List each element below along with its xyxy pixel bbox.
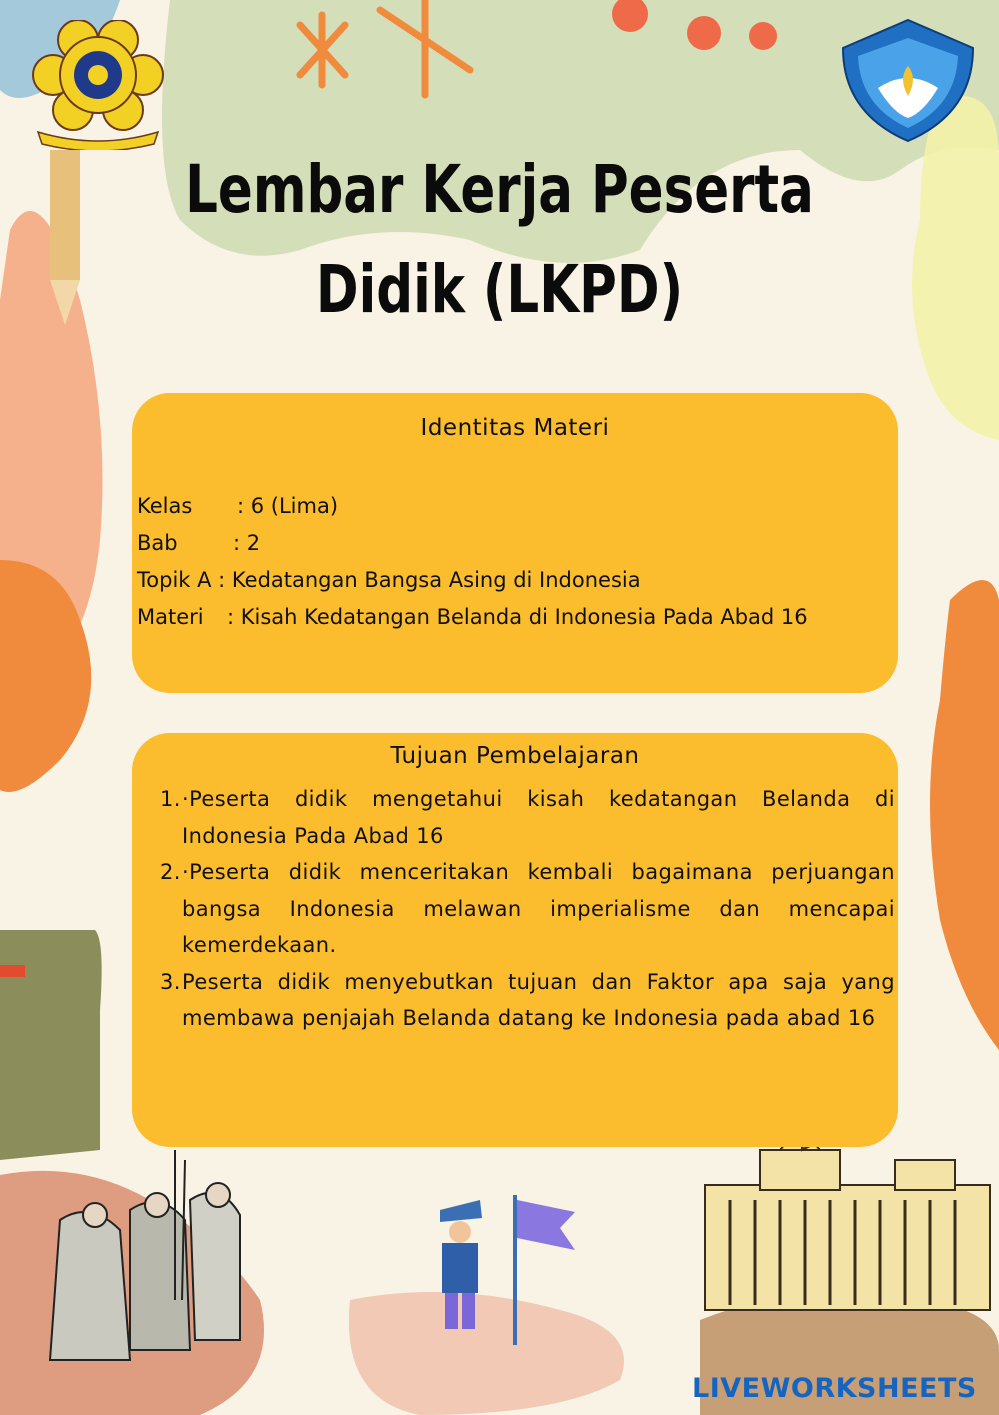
goals-heading: Tujuan Pembelajaran xyxy=(390,743,640,769)
liveworksheets-watermark[interactable]: LIVEWORKSHEETS xyxy=(692,1373,977,1404)
goal-number: 1. xyxy=(160,787,181,811)
university-logo xyxy=(28,20,168,150)
goals-card xyxy=(132,733,898,1147)
goal-item xyxy=(160,964,895,1037)
identity-heading: Identitas Materi xyxy=(420,415,610,441)
goal-text: ·Peserta didik mengetahui kisah kedatangan Belanda di Indonesia Pada Abad 16 xyxy=(182,787,895,848)
identity-label: Topik A xyxy=(137,568,212,592)
goal-item xyxy=(160,781,895,854)
identity-row-materi xyxy=(137,605,808,629)
goal-number: 2. xyxy=(160,860,181,884)
title-line-1: Lembar Kerja Peserta xyxy=(185,151,814,228)
identity-value: : 2 xyxy=(233,531,261,555)
identity-card xyxy=(132,393,898,693)
identity-value: : Kedatangan Bangsa Asing di Indonesia xyxy=(218,568,641,592)
identity-label: Bab xyxy=(137,531,178,555)
identity-row-kelas xyxy=(137,494,338,518)
identity-label: Kelas xyxy=(137,494,193,518)
identity-value: : 6 (Lima) xyxy=(237,494,339,518)
identity-row-topik xyxy=(137,568,641,592)
identity-value: : Kisah Kedatangan Belanda di Indonesia Pada Abad 16 xyxy=(227,605,808,629)
identity-label: Materi xyxy=(137,605,204,629)
goal-text: Peserta didik menyebutkan tujuan dan Faktor apa saja yang membawa penjajah Belanda datang ke Indonesia pada abad 16 xyxy=(182,969,895,1030)
identity-row-bab xyxy=(137,531,260,555)
goals-list xyxy=(160,781,895,1037)
goal-item xyxy=(160,854,895,964)
page-title xyxy=(110,140,889,340)
goal-text: ·Peserta didik menceritakan kembali bagaimana perjuangan bangsa Indonesia melawan imperialisme dan mencapai kemerdekaan. xyxy=(182,860,895,957)
title-line-2: Didik (LKPD) xyxy=(315,251,684,328)
goal-number: 3. xyxy=(160,969,181,994)
tut-wuri-handayani-logo xyxy=(838,18,978,143)
